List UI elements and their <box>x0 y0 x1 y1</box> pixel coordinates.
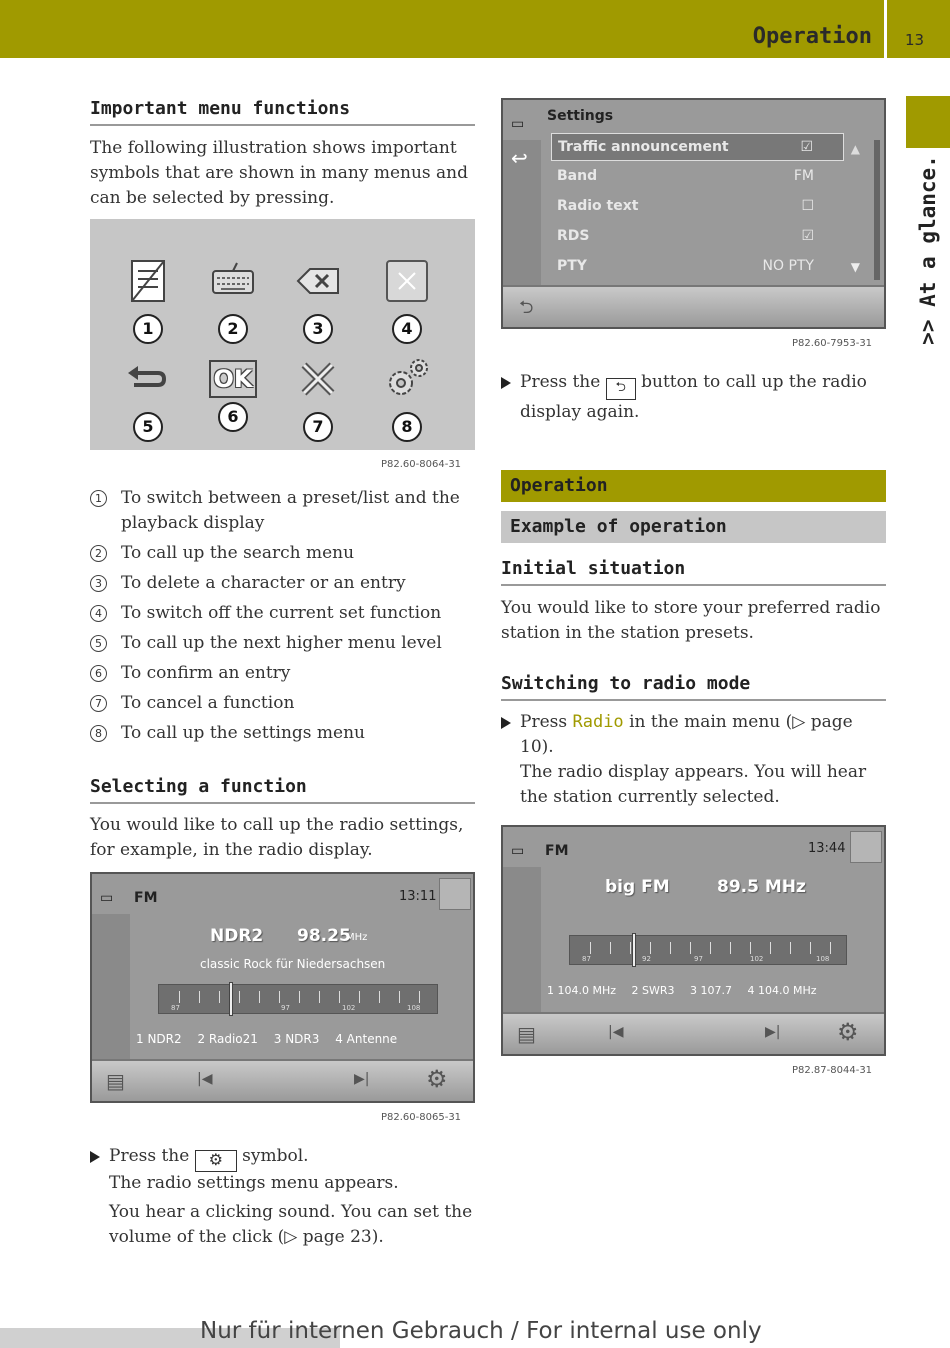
screen-bottom-bar <box>92 1059 473 1101</box>
scale-label: 97 <box>281 1004 290 1012</box>
selecting-intro-text: You would like to call up the radio settings, for example, in the radio display. <box>90 815 464 860</box>
radio-source-icon: ▭ <box>100 890 114 906</box>
header-title: Operation <box>752 24 872 49</box>
setting-traffic-announcement <box>551 133 844 161</box>
symbol-number: 2 <box>218 314 248 344</box>
legend-number: 1 <box>90 490 107 507</box>
settings-gear-icon: ⚙ <box>837 1018 859 1046</box>
preset-list <box>547 984 829 997</box>
back-arrow-icon <box>124 355 172 403</box>
setting-value: FM <box>793 168 814 184</box>
tuning-scale <box>158 984 438 1014</box>
legend-number: 7 <box>90 695 107 712</box>
symbol-8 <box>377 355 437 442</box>
skip-forward-icon: ▶| <box>354 1071 370 1087</box>
symbol-7 <box>288 355 348 442</box>
screen-left-rail <box>92 914 130 1062</box>
legend-text: To switch between a preset/list and the playback display <box>121 488 460 533</box>
menu-symbols-illustration <box>90 219 475 450</box>
symbol-number: 4 <box>392 314 422 344</box>
preset-list-icon: ▤ <box>106 1069 125 1093</box>
station-name: big FM <box>605 877 670 897</box>
symbol-1 <box>118 257 178 344</box>
preset-item: 4 104.0 MHz <box>747 984 817 997</box>
symbol-2 <box>203 257 263 344</box>
setting-checkbox: ☐ <box>801 198 814 214</box>
preset-item: 4 Antenne <box>335 1032 398 1046</box>
side-tab-marker <box>906 96 950 148</box>
setting-label: Radio text <box>557 198 639 214</box>
radio-display-screenshot-bigfm <box>501 825 886 1056</box>
setting-label: Band <box>557 168 598 184</box>
scrollbar <box>874 140 880 280</box>
setting-band <box>551 163 844 191</box>
screen-time: 13:11 <box>399 889 437 904</box>
legend-number: 3 <box>90 575 107 592</box>
step-press-back-button <box>501 370 891 425</box>
symbol-6 <box>203 355 263 432</box>
station-frequency: 98.25 <box>297 926 351 946</box>
legend-text: To call up the next higher menu level <box>121 633 442 653</box>
scale-label: 87 <box>171 1004 180 1012</box>
step-text: symbol. <box>242 1146 309 1166</box>
preset-list <box>136 1032 409 1046</box>
symbol-number: 6 <box>218 402 248 432</box>
scale-label: 108 <box>407 1004 421 1012</box>
legend-item <box>90 661 480 686</box>
scale-label: 87 <box>582 955 591 963</box>
tuning-marker <box>229 982 233 1016</box>
preset-item: 2 SWR3 <box>631 984 675 997</box>
tuning-marker <box>632 933 636 967</box>
step-result-text: The radio display appears. You will hear the station currently selected. <box>520 762 867 807</box>
symbol-number: 7 <box>303 412 333 442</box>
skip-back-icon: |◀ <box>197 1071 213 1087</box>
station-name: NDR2 <box>210 926 264 946</box>
page-header <box>0 0 950 58</box>
preset-item: 3 107.7 <box>690 984 733 997</box>
scale-label: 102 <box>750 955 764 963</box>
screen-band: FM <box>545 843 569 859</box>
legend-item <box>90 541 480 566</box>
initial-situation-heading: Initial situation <box>501 558 886 586</box>
legend-text: To switch off the current set function <box>121 603 442 623</box>
scroll-up-icon: ▲ <box>850 142 860 156</box>
preset-list-icon <box>124 257 172 305</box>
symbol-4 <box>377 257 437 344</box>
header-divider <box>884 0 887 58</box>
figure-code: P82.87-8044-31 <box>792 1065 873 1076</box>
radio-display-screenshot-ndr2 <box>90 872 475 1103</box>
scale-label: 97 <box>694 955 703 963</box>
legend-number: 6 <box>90 665 107 682</box>
legend-text: To delete a character or an entry <box>121 573 406 593</box>
click-sound-note: You hear a clicking sound. You can set the volume of the click (▷ page 23). <box>109 1202 473 1247</box>
symbol-3 <box>288 257 348 344</box>
keyboard-search-icon <box>209 257 257 305</box>
symbol-number: 3 <box>303 314 333 344</box>
step-text: Press the <box>109 1146 190 1166</box>
setting-label: PTY <box>557 258 587 274</box>
step-result-text: The radio settings menu appears. <box>109 1173 399 1193</box>
backspace-delete-icon <box>294 257 342 305</box>
screen-left-rail <box>503 867 541 1015</box>
back-arrow-icon: ⮌ <box>519 297 534 318</box>
page-number: 13 <box>905 31 925 49</box>
legend-number: 2 <box>90 545 107 562</box>
radio-source-icon: ▭ <box>511 116 525 132</box>
operation-section-bar: Operation <box>501 470 886 502</box>
radio-settings-screenshot <box>501 98 886 329</box>
scale-label: 102 <box>342 1004 356 1012</box>
symbol-number: 1 <box>133 314 163 344</box>
legend-text: To call up the settings menu <box>121 723 365 743</box>
preset-list-icon: ▤ <box>517 1022 536 1046</box>
back-arrow-icon: ↩ <box>511 146 528 170</box>
scroll-down-icon: ▼ <box>850 260 860 274</box>
selecting-function-heading: Selecting a function <box>90 776 475 804</box>
legend-text: To cancel a function <box>121 693 295 713</box>
internal-use-footer: Nur für internen Gebrauch / For internal use only <box>200 1318 762 1344</box>
scale-label: 108 <box>816 955 830 963</box>
symbol-number: 5 <box>133 412 163 442</box>
setting-checkbox: ☑ <box>800 139 813 155</box>
setting-radio-text <box>551 193 844 221</box>
screen-close-icon <box>850 831 882 863</box>
settings-symbol-key-icon: ⚙ <box>195 1150 237 1172</box>
skip-back-icon: |◀ <box>608 1024 624 1040</box>
screen-bottom-bar <box>503 1012 884 1054</box>
figure-code: P82.60-7953-31 <box>792 338 873 349</box>
symbol-legend <box>90 486 480 751</box>
symbol-5 <box>118 355 178 442</box>
settings-gear-icon: ⚙ <box>426 1065 448 1093</box>
setting-label: Traffic announcement <box>558 139 729 155</box>
legend-item <box>90 486 480 536</box>
step-press-settings-symbol <box>90 1144 480 1172</box>
station-frequency: 89.5 MHz <box>717 877 806 897</box>
legend-number: 8 <box>90 725 107 742</box>
step-text: in the main menu (▷ page 10). <box>520 712 853 757</box>
initial-situation-text: You would like to store your preferred radio station in the station presets. <box>501 598 881 643</box>
legend-number: 5 <box>90 635 107 652</box>
legend-text: To call up the search menu <box>121 543 355 563</box>
step-text: Press the <box>520 372 601 392</box>
scale-label: 92 <box>642 955 651 963</box>
step-text: Press <box>520 712 568 732</box>
setting-rds <box>551 223 844 251</box>
screen-band: FM <box>134 890 158 906</box>
legend-text: To confirm an entry <box>121 663 291 683</box>
side-tab-label: >> At a glance. <box>916 155 940 345</box>
legend-item <box>90 571 480 596</box>
screen-close-icon <box>439 878 471 910</box>
legend-number: 4 <box>90 605 107 622</box>
preset-item: 1 NDR2 <box>136 1032 182 1046</box>
step-press-radio <box>501 710 891 760</box>
cancel-x-icon <box>294 355 342 403</box>
setting-value: NO PTY <box>762 258 814 274</box>
setting-pty <box>551 253 844 281</box>
figure-code: P82.60-8064-31 <box>381 459 462 470</box>
preset-item: 1 104.0 MHz <box>547 984 617 997</box>
switch-off-icon <box>383 257 431 305</box>
frequency-unit: MHz <box>346 932 368 943</box>
tuning-scale <box>569 935 847 965</box>
figure-code: P82.60-8065-31 <box>381 1112 462 1123</box>
preset-item: 2 Radio21 <box>197 1032 258 1046</box>
example-operation-bar: Example of operation <box>501 511 886 543</box>
settings-title: Settings <box>547 108 614 124</box>
important-intro-text: The following illustration shows important symbols that are shown in many menus and can be selected by pressing. <box>90 138 468 208</box>
screen-time: 13:44 <box>808 841 846 856</box>
setting-checkbox: ☑ <box>801 228 814 244</box>
setting-label: RDS <box>557 228 590 244</box>
step-text: button to call up the radio display again. <box>520 372 867 422</box>
legend-item <box>90 721 480 746</box>
radio-source-icon: ▭ <box>511 843 525 859</box>
skip-forward-icon: ▶| <box>765 1024 781 1040</box>
back-key-icon: ⮌ <box>606 378 636 400</box>
settings-gears-icon <box>383 355 431 403</box>
radio-menu-item: Radio <box>572 712 624 732</box>
preset-item: 3 NDR3 <box>273 1032 320 1046</box>
legend-item <box>90 601 480 626</box>
switching-radio-heading: Switching to radio mode <box>501 673 886 701</box>
radio-text: classic Rock für Niedersachsen <box>200 957 386 971</box>
symbol-number: 8 <box>392 412 422 442</box>
ok-confirm-icon: OK <box>209 360 257 398</box>
screen-bottom-bar <box>503 285 884 327</box>
legend-item <box>90 691 480 716</box>
legend-item <box>90 631 480 656</box>
important-menu-heading: Important menu functions <box>90 98 475 126</box>
